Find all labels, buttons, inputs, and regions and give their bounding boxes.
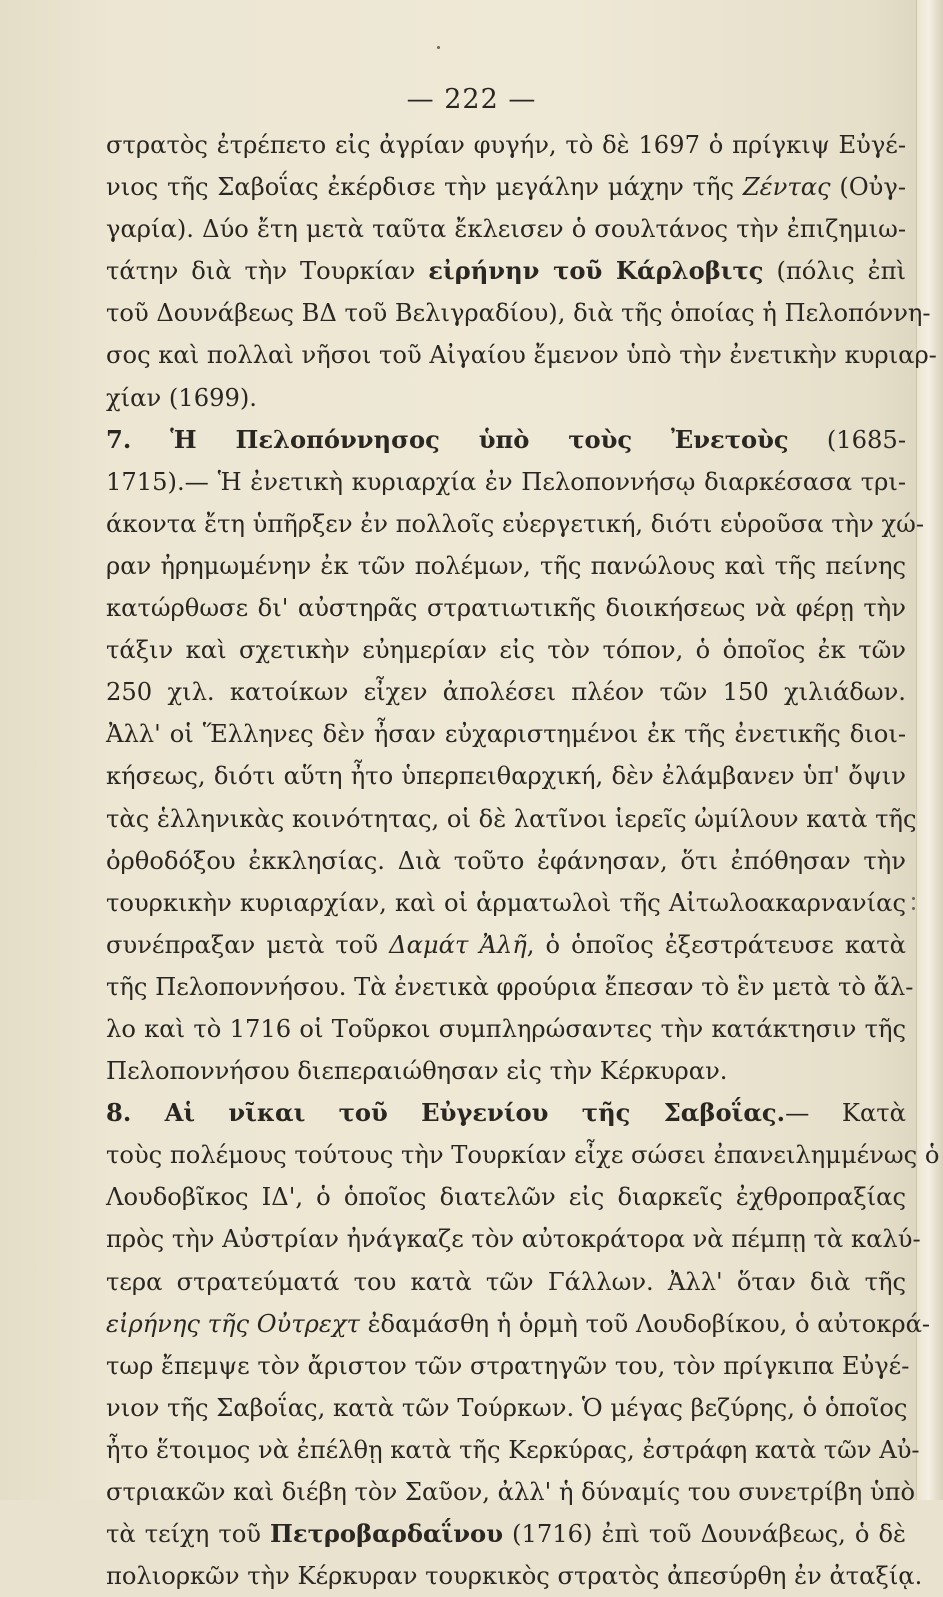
text-line	[106, 1303, 931, 1345]
bold-text: εἰρήνην τοῦ Κάρλοβιτς	[428, 256, 764, 286]
text-line	[106, 671, 906, 713]
italic-text: Δαμάτ Ἀλῆ	[389, 930, 527, 959]
text-run: 1715).— Ἡ ἐνετικὴ κυριαρχία ἐν Πελοποννήσῳ διαρκέσασα τρι-	[106, 467, 906, 496]
text-line	[106, 966, 914, 1008]
text-run: τουρκικὴν κυριαρχίαν, καὶ οἱ ἁρματωλοὶ τῆς Αἰτωλοακαρνανίας	[106, 888, 906, 917]
text-run: τὰ τείχη τοῦ	[106, 1520, 271, 1549]
text-line	[106, 1092, 906, 1134]
text-run: γαρία). Δύο ἔτη μετὰ ταῦτα ἔκλεισεν ὁ σουλτάνος τὴν ἐπιζημιω-	[106, 215, 906, 244]
text-run: (1716) ἐπὶ τοῦ Δουνάβεως, ὁ δὲ	[502, 1520, 906, 1549]
text-run: Λουδοβῖκος ΙΔ', ὁ ὁποῖος διατελῶν εἰς διαρκεῖς ἐχθροπραξίας	[106, 1183, 906, 1212]
text-run: ὀρθοδόξου ἐκκλησίας. Διὰ τοῦτο ἐφάνησαν, ὅτι ἐπόθησαν τὴν	[106, 846, 906, 875]
ink-spot	[912, 907, 915, 910]
ink-spot	[912, 897, 915, 900]
text-run: τοὺς πολέμους τούτους τὴν Τουρκίαν εἶχε σώσει ἐπανειλημμένως ὁ	[106, 1141, 940, 1170]
text-line	[106, 1513, 906, 1555]
page-edge	[916, 0, 943, 1500]
text-line	[106, 1471, 916, 1513]
text-run: Ἀλλ' οἱ Ἕλληνες δὲν ἦσαν εὐχαριστημένοι ἐκ τῆς ἐνετικῆς διοι-	[106, 720, 906, 749]
text-run: λο καὶ τὸ 1716 οἱ Τοῦρκοι συμπληρώσαντες τὴν κατάκτησιν τῆς	[106, 1014, 906, 1043]
text-line	[106, 1218, 921, 1260]
text-run: , ὁ ὁποῖος ἐξεστράτευσε κατὰ	[526, 930, 906, 959]
ink-spot	[437, 46, 440, 49]
text-run: χίαν (1699).	[106, 383, 257, 412]
text-run: πρὸς τὴν Αὐστρίαν ἠνάγκαζε τὸν αὐτοκράτορα νὰ πέμπῃ τὰ καλύ-	[106, 1225, 921, 1254]
text-line	[106, 377, 906, 419]
text-line	[106, 713, 906, 755]
text-run: κατώρθωσε δι' αὐστηρᾶς στρατιωτικῆς διοικήσεως νὰ φέρῃ τὴν	[106, 594, 906, 623]
text-run: τερα στρατεύματά του κατὰ τῶν Γάλλων. Ἀλλ' ὅταν διὰ τῆς	[106, 1267, 906, 1296]
body-text	[106, 124, 940, 1597]
text-run: τωρ ἔπεμψε τὸν ἄριστον τῶν στρατηγῶν του, τὸν πρίγκιπα Εὐγέ-	[106, 1351, 910, 1380]
text-run: συνέπραξαν μετὰ τοῦ	[106, 930, 390, 959]
text-run: (Οὐγ-	[830, 173, 906, 202]
text-run: τὰς ἑλληνικὰς κοινότητας, οἱ δὲ λατῖνοι ἱερεῖς ὠμίλουν κατὰ τῆς	[106, 804, 917, 833]
text-run: στριακῶν καὶ διέβη τὸν Σαῦον, ἀλλ' ἡ δύναμίς του συνετρίβη ὑπὸ	[106, 1478, 916, 1506]
text-run: σος καὶ πολλαὶ νῆσοι τοῦ Αἰγαίου ἔμενον ὑπὸ τὴν ἐνετικὴν κυριαρ-	[106, 341, 937, 370]
italic-text: Ζέντας	[742, 173, 831, 202]
text-line	[106, 334, 937, 376]
text-line	[106, 1134, 940, 1176]
text-line	[106, 798, 917, 840]
italic-text: εἰρήνης τῆς Οὐτρεχτ	[106, 1309, 360, 1338]
bold-text: Πετροβαρδαΐνου	[270, 1519, 503, 1549]
text-run: ἦτο ἕτοιμος νὰ ἐπέλθῃ κατὰ τῆς Κερκύρας, ἐστράφη κατὰ τῶν Αὐ-	[106, 1435, 920, 1464]
text-line	[106, 545, 906, 587]
text-run: τοῦ Δουνάβεως ΒΔ τοῦ Βελιγραδίου), διὰ τῆς ὁποίας ἡ Πελοπόννη-	[106, 299, 931, 328]
text-line	[106, 166, 906, 208]
text-line	[106, 124, 906, 166]
text-line	[106, 1345, 910, 1387]
text-run: (1685-	[788, 425, 906, 454]
text-line	[106, 1387, 906, 1429]
text-run: τάτην διὰ τὴν Τουρκίαν	[106, 257, 429, 286]
text-run: κήσεως, διότι αὕτη ἦτο ὑπερπειθαρχική, δὲν ἐλάμβανεν ὑπ' ὄψιν	[106, 762, 906, 791]
text-run: πολιορκῶν τὴν Κέρκυραν τουρκικὸς στρατὸς ἀπεσύρθη ἐν ἀταξίᾳ.	[106, 1562, 923, 1591]
text-line	[106, 587, 906, 629]
text-line	[106, 1429, 920, 1471]
text-line	[106, 840, 906, 882]
text-line	[106, 1050, 906, 1092]
bold-text: 7. Ἡ Πελοπόννησος ὑπὸ τοὺς Ἐνετοὺς	[106, 424, 789, 454]
text-run: τάξιν καὶ σχετικὴν εὐημερίαν εἰς τὸν τόπον, ὁ ὁποῖος ἐκ τῶν	[106, 636, 906, 665]
text-line	[106, 924, 906, 966]
text-run: άκοντα ἔτη ὑπῆρξεν ἐν πολλοῖς εὐεργετική, διότι εὑροῦσα τὴν χώ-	[106, 509, 925, 538]
text-line	[106, 1261, 906, 1303]
bold-text: 8. Αἱ νῖκαι τοῦ Εὐγενίου τῆς Σαβοΐας.	[106, 1098, 786, 1128]
page-number: — 222 —	[406, 84, 537, 115]
text-run: ἐδαμάσθη ἡ ὁρμὴ τοῦ Λουδοβίκου, ὁ αὐτοκρά-	[359, 1309, 931, 1338]
text-run: νιον τῆς Σαβοΐας, κατὰ τῶν Τούρκων. Ὁ μέγας βεζύρης, ὁ ὁποῖος	[106, 1393, 908, 1422]
text-line	[106, 1555, 923, 1597]
text-line	[106, 1008, 906, 1050]
text-line	[106, 755, 906, 797]
text-run: — Κατὰ	[785, 1099, 906, 1128]
text-line	[106, 292, 931, 334]
text-line	[106, 882, 906, 924]
text-run: 250 χιλ. κατοίκων εἶχεν ἀπολέσει πλέον τῶν 150 χιλιάδων.	[106, 678, 906, 707]
text-run: στρατὸς ἐτρέπετο εἰς ἀγρίαν φυγήν, τὸ δὲ 1697 ὁ πρίγκιψ Εὐγέ-	[106, 131, 906, 159]
text-line	[106, 461, 906, 503]
text-run: νιος τῆς Σαβοΐας ἐκέρδισε τὴν μεγάλην μάχην τῆς	[106, 173, 743, 202]
text-line	[106, 419, 906, 461]
text-line	[106, 629, 906, 671]
text-line	[106, 503, 925, 545]
text-line	[106, 1176, 906, 1218]
text-run: (πόλις ἐπὶ	[763, 257, 906, 286]
text-line	[106, 208, 906, 250]
text-run: Πελοποννήσου διεπεραιώθησαν εἰς τὴν Κέρκυραν.	[106, 1057, 728, 1086]
text-run: τῆς Πελοποννήσου. Τὰ ἐνετικὰ φρούρια ἔπεσαν τὸ ἓν μετὰ τὸ ἄλ-	[106, 972, 914, 1001]
text-run: ραν ἠρημωμένην ἐκ τῶν πολέμων, τῆς πανώλους καὶ τῆς πείνης	[106, 551, 906, 580]
text-line	[106, 250, 906, 292]
